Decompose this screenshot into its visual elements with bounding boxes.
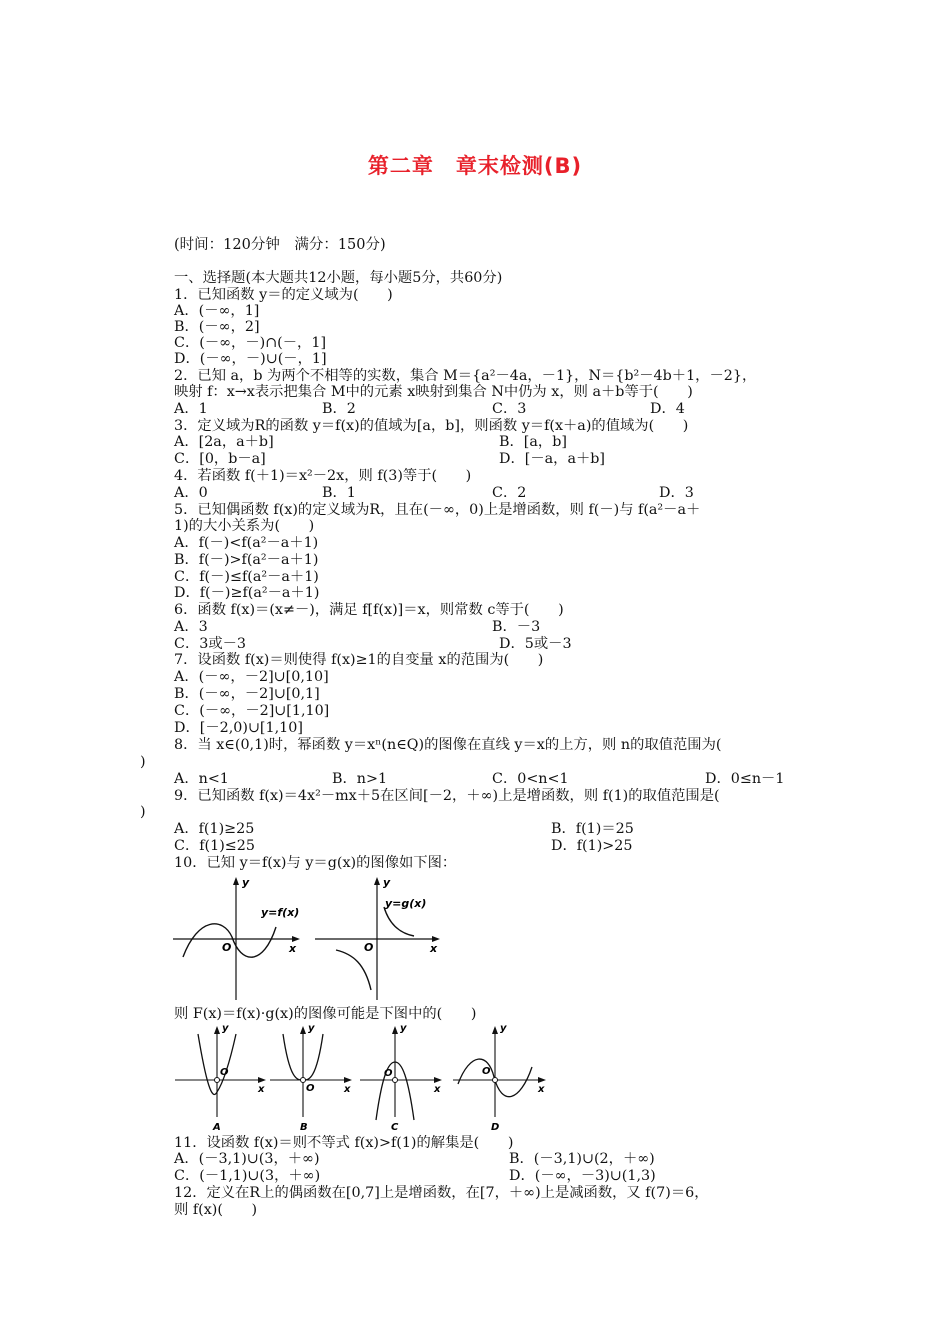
q1-option-c: C．(－∞，－)∩(－，1] [174,335,327,351]
q4-option-b: B．1 [322,485,356,501]
graph-gx [315,876,440,1000]
q7-option-b: B．(－∞，－2]∪[0,1] [174,686,320,702]
q7-option-a: A．(－∞，－2]∪[0,10] [174,669,329,685]
q3-option-c: C．[0，b－a] [174,451,266,467]
q9-option-d: D．f(1)>25 [551,838,633,854]
q10-stem: 10．已知 y＝f(x)与 y＝g(x)的图像如下图： [174,855,457,871]
q9-option-c: C．f(1)≤25 [174,838,255,854]
b-origin: O [306,1083,315,1094]
q5-option-c: C．f(－)≤f(a²－a＋1) [174,569,319,585]
q11-option-b: B．(－3,1)∪(2，＋∞) [509,1151,655,1167]
gx-y-label: y [383,876,391,889]
option-d-label: D [491,1122,500,1133]
q5-stem-line2: 1)的大小关系为( ) [174,518,315,534]
option-c-label: C [391,1122,399,1133]
page-title: 第二章 章末检测(B) [367,154,583,178]
q6-stem: 6．函数 f(x)＝(x≠－)，满足 f[f(x)]＝x，则常数 c等于( ) [174,602,564,618]
c-origin: O [384,1068,393,1079]
q3-option-d: D．[－a，a＋b] [499,451,606,467]
q8-option-b: B．n>1 [332,771,388,787]
q11-option-d: D．(－∞，－3)∪(1,3) [509,1168,656,1184]
fx-x-label: x [289,942,297,955]
graph-fx [173,876,300,1000]
section-heading: 一、选择题(本大题共12小题，每小题5分，共60分) [174,270,503,286]
q9-stem-line2: ) [140,804,146,820]
q2-option-c: C．3 [492,401,527,417]
gx-origin: O [364,941,374,954]
q11-stem: 11．设函数 f(x)＝则不等式 f(x)>f(1)的解集是( ) [174,1135,514,1151]
q1-option-b: B．(－∞，2] [174,319,260,335]
option-graph-a [175,1023,266,1133]
q10-stem2: 则 F(x)＝f(x)·g(x)的图像可能是下图中的( ) [174,1006,477,1022]
fx-label: y=f(x) [261,906,300,919]
a-y-label: y [222,1023,229,1034]
option-a-label: A [213,1122,221,1133]
a-x-label: x [258,1084,265,1095]
exam-meta: (时间：120分钟 满分：150分) [174,237,386,253]
q5-option-d: D．f(－)≥f(a²－a＋1) [174,585,320,601]
fx-y-label: y [242,876,250,889]
q1-option-a: A．(－∞，1] [174,303,260,319]
q9-option-a: A．f(1)≥25 [174,821,255,837]
q6-option-d: D．5或－3 [499,636,572,652]
option-graph-b [270,1023,352,1133]
q7-option-c: C．(－∞，－2]∪[1,10] [174,703,330,719]
option-b-label: B [300,1122,308,1133]
q4-option-a: A．0 [174,485,208,501]
q2-stem-line1: 2．已知 a，b 为两个不相等的实数，集合 M＝{a²－4a，－1}，N＝{b²－4b＋1，－2}， [174,368,757,384]
b-y-label: y [308,1023,315,1034]
q5-option-a: A．f(－)<f(a²－a＋1) [174,535,319,551]
option-graph-d [453,1023,546,1133]
q12-stem-line1: 12．定义在R上的偶函数在[0,7]上是增函数，在[7，＋∞)上是减函数，又 f(7)＝6， [174,1185,709,1201]
gx-label: y=g(x) [385,897,427,910]
q6-option-b: B．－3 [492,619,541,635]
q4-option-d: D．3 [659,485,694,501]
q10-graphs-fg [168,872,448,1002]
q1-stem: 1．已知函数 y＝的定义域为( ) [174,287,393,303]
q8-option-d: D．0≤n－1 [705,771,785,787]
d-origin: O [482,1066,491,1077]
q4-option-c: C．2 [492,485,527,501]
q6-option-a: A．3 [174,619,208,635]
q5-option-b: B．f(－)>f(a²－a＋1) [174,552,319,568]
q5-stem-line1: 5．已知偶函数 f(x)的定义域为R，且在(－∞，0)上是增函数，则 f(－)与 f(a²－a＋ [174,502,701,518]
option-graph-c [360,1023,442,1133]
q8-stem-line2: ) [140,754,146,770]
q12-stem-line2: 则 f(x)( ) [174,1202,258,1218]
q11-option-c: C．(－1,1)∪(3，＋∞) [174,1168,321,1184]
q11-option-a: A．(－3,1)∪(3，＋∞) [174,1151,320,1167]
q9-stem-line1: 9．已知函数 f(x)＝4x²－mx＋5在区间[－2，＋∞)上是增函数，则 f(1)的取值范围是( [174,788,720,804]
q8-option-a: A．n<1 [174,771,229,787]
d-x-label: x [538,1084,545,1095]
q10-option-graphs [170,1022,555,1134]
q7-option-d: D．[－2,0)∪[1,10] [174,720,303,736]
q3-option-b: B．[a，b] [499,434,567,450]
d-y-label: y [500,1023,507,1034]
q8-stem-line1: 8．当 x∈(0,1)时，幂函数 y＝xⁿ(n∈Q)的图像在直线 y＝x的上方，则 n的取值范围为( [174,737,722,753]
b-x-label: x [344,1084,351,1095]
a-origin: O [220,1067,229,1078]
q2-option-a: A．1 [174,401,208,417]
q2-option-b: B．2 [322,401,356,417]
c-x-label: x [434,1084,441,1095]
q9-option-b: B．f(1)＝25 [551,821,634,837]
c-y-label: y [400,1023,407,1034]
q6-option-c: C．3或－3 [174,636,247,652]
q3-option-a: A．[2a，a＋b] [174,434,274,450]
q7-stem: 7．设函数 f(x)＝则使得 f(x)≥1的自变量 x的范围为( ) [174,652,544,668]
gx-x-label: x [430,942,438,955]
q3-stem: 3．定义域为R的函数 y＝f(x)的值域为[a，b]，则函数 y＝f(x＋a)的值域为( ) [174,418,689,434]
q2-option-d: D．4 [650,401,685,417]
q8-option-c: C．0<n<1 [492,771,569,787]
q1-option-d: D．(－∞，－)∪(－，1] [174,351,327,367]
q2-stem-line2: 映射 f：x→x表示把集合 M中的元素 x映射到集合 N中仍为 x，则 a＋b等于( ) [174,384,693,400]
q4-stem: 4．若函数 f(＋1)＝x²－2x，则 f(3)等于( ) [174,468,472,484]
fx-origin: O [222,941,232,954]
